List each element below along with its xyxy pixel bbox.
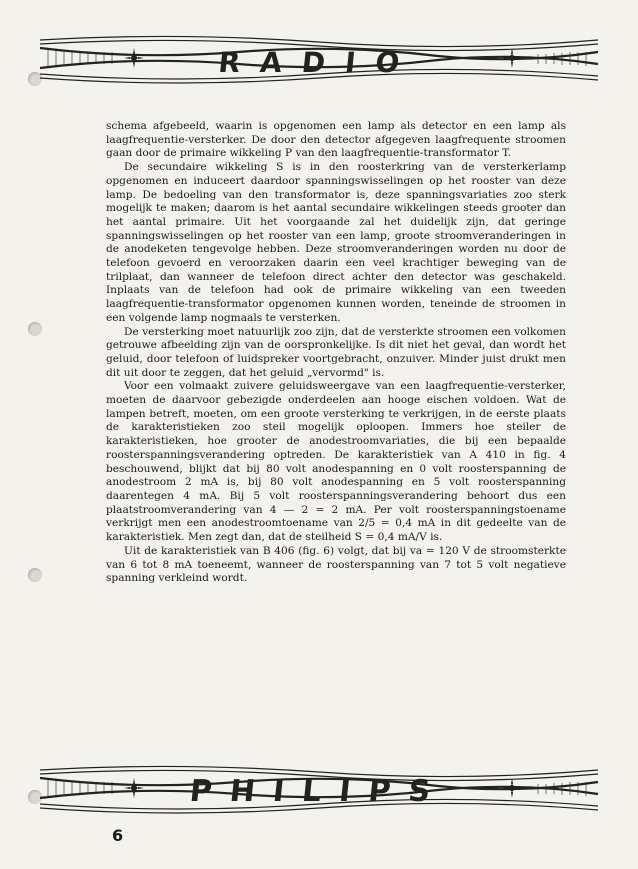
page-number: 6 bbox=[112, 826, 124, 845]
footer-title: PHILIPS bbox=[188, 774, 450, 809]
header-ornament-band bbox=[38, 30, 600, 88]
paragraph: De versterking moet natuurlijk zoo zijn, dat de versterkte stroomen een volkomen getrouwe afbeelding zijn van de oorspronkelijke. Is dit niet het geval, dan wordt het geluid, door telefoon of luidspreker voortgebracht, onzuiver. Minder juist drukt men dit uit door te zeggen, dat het geluid „vervormd" is. bbox=[106, 325, 566, 379]
paragraph: De secundaire wikkeling S is in den roosterkring van de versterkerlamp opgenomen en induceert daardoor spanningswisselingen op het rooster van deze lamp. De bedoeling van den transformator is, deze spanningsvariaties zoo sterk mogelijk te maken; daarom is het aantal secundaire wikkelingen steeds grooter dan het aantal primaire. Uit het voorgaande zal het duidelijk zijn, dat geringe spanningswisselingen op het rooster van een lamp, groote stroomveranderingen in de anodeketen tengevolge hebben. Deze stroomveranderingen worden nu door de telefoon gevoerd en veroorzaken daarin een veel krachtiger beweging van de trilplaat, dan wanneer de telefoon direct achter den detector was geschakeld. Inplaats van de telefoon had ook de primaire wikkeling van een tweeden laagfrequentie-transformator opgenomen kunnen worden, teneinde de stroomen in een volgende lamp nogmaals te versterken. bbox=[106, 161, 566, 324]
body-text bbox=[106, 120, 566, 586]
paragraph: Uit de karakteristiek van B 406 (fig. 6) volgt, dat bij va = 120 V de stroomsterkte van 6 tot 8 mA toeneemt, wanneer de roosterspanning van 7 tot 5 volt negatieve spanning verkleind wordt. bbox=[106, 544, 566, 585]
header-title: RADIO bbox=[216, 46, 422, 79]
paragraph: Voor een volmaakt zuivere geluidsweergave van een laagfrequentie-versterker, moeten de daarvoor gebezigde onderdeelen aan hooge eischen voldoen. Wat de lampen betreft, moeten, om een groote versterking te verkrijgen, in de eerste plaats de karakteristieken zoo steil mogelijk oploopen. Immers hoe steiler de karakteristieken, hoe grooter de anodestroomvariaties, die bij een bepaalde roosterspanningsverandering optreden. De karakteristiek van A 410 in fig. 4 beschouwend, blijkt dat bij 80 volt anodespanning en 0 volt roosterspanning de anodestroom 2 mA is, bij 80 volt anodespanning en 5 volt roosterspanning daarentegen 4 mA. Bij 5 volt roosterspanningsverandering behoort dus een plaatstroomverandering van 4 — 2 = 2 mA. Per volt roosterspanningstoename verkrijgt men een anodestroomtoename van 2/5 = 0,4 mA in dit gedeelte van de karakteristiek. Men zegt dan, dat de steilheid S = 0,4 mA/V is. bbox=[106, 380, 566, 544]
punch-hole bbox=[28, 322, 42, 336]
punch-hole bbox=[28, 568, 42, 582]
paragraph: schema afgebeeld, waarin is opgenomen een lamp als detector en een lamp als laagfrequentie-versterker. De door den detector afgegeven laagfrequente stroomen gaan door de primaire wikkeling P van den laagfrequentie-transformator T. bbox=[106, 120, 566, 160]
footer-ornament-band bbox=[38, 760, 600, 818]
